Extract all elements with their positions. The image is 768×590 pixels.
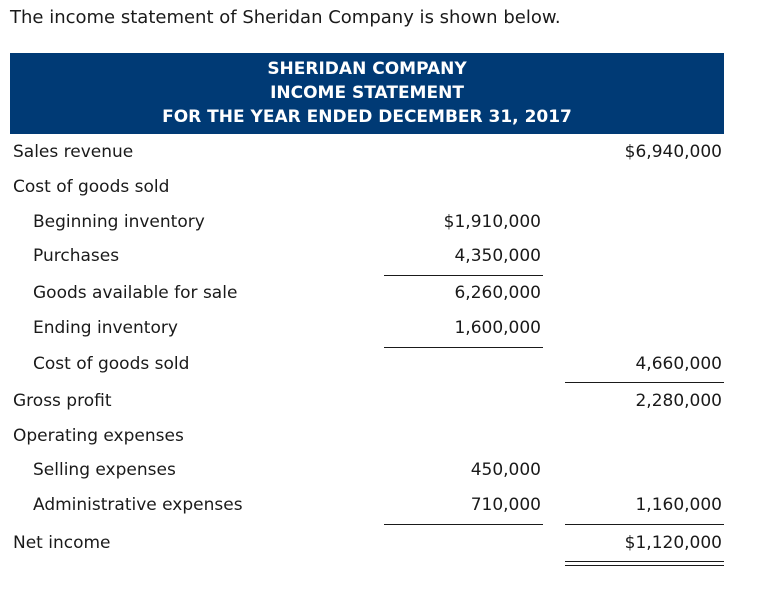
row-gross-profit bbox=[0, 389, 768, 413]
total-value: $6,940,000 bbox=[624, 142, 722, 162]
row-purchases bbox=[0, 244, 768, 268]
statement-header bbox=[10, 53, 724, 134]
company-name: SHERIDAN COMPANY bbox=[267, 59, 467, 79]
row-cogs-total bbox=[0, 352, 768, 376]
amount-value: $1,910,000 bbox=[443, 212, 541, 232]
amount-value: 710,000 bbox=[470, 495, 541, 515]
total-value: 4,660,000 bbox=[635, 354, 722, 374]
row-label: Sales revenue bbox=[13, 142, 134, 162]
row-opex-heading bbox=[0, 424, 768, 448]
subtotal-rule bbox=[384, 347, 543, 348]
double-rule-top bbox=[565, 561, 724, 562]
statement-period: FOR THE YEAR ENDED DECEMBER 31, 2017 bbox=[162, 107, 572, 127]
amount-value: 6,260,000 bbox=[454, 283, 541, 303]
row-cogs-heading bbox=[0, 175, 768, 199]
amount-value: 4,350,000 bbox=[454, 246, 541, 266]
row-goods-available bbox=[0, 281, 768, 305]
row-label: Ending inventory bbox=[33, 318, 178, 338]
row-label: Purchases bbox=[33, 246, 120, 266]
row-label: Administrative expenses bbox=[33, 495, 243, 515]
row-sales-revenue bbox=[0, 140, 768, 164]
row-label: Goods available for sale bbox=[33, 283, 238, 303]
total-value: 2,280,000 bbox=[635, 391, 722, 411]
subtotal-rule bbox=[565, 382, 724, 383]
subtotal-rule bbox=[384, 275, 543, 276]
row-ending-inventory bbox=[0, 316, 768, 340]
subtotal-rule bbox=[384, 524, 543, 525]
row-label: Gross profit bbox=[13, 391, 112, 411]
total-value: 1,160,000 bbox=[635, 495, 722, 515]
intro-text: The income statement of Sheridan Company is shown below. bbox=[10, 7, 561, 28]
double-rule-bottom bbox=[565, 565, 724, 566]
amount-value: 450,000 bbox=[470, 460, 541, 480]
row-label: Cost of goods sold bbox=[33, 354, 190, 374]
row-label: Operating expenses bbox=[13, 426, 184, 446]
row-beginning-inventory bbox=[0, 210, 768, 234]
statement-title: INCOME STATEMENT bbox=[270, 83, 464, 103]
row-admin-expenses bbox=[0, 493, 768, 517]
row-label: Net income bbox=[13, 533, 111, 553]
row-label: Beginning inventory bbox=[33, 212, 205, 232]
subtotal-rule bbox=[565, 524, 724, 525]
row-label: Cost of goods sold bbox=[13, 177, 170, 197]
row-label: Selling expenses bbox=[33, 460, 176, 480]
total-value: $1,120,000 bbox=[624, 533, 722, 553]
row-net-income bbox=[0, 531, 768, 555]
amount-value: 1,600,000 bbox=[454, 318, 541, 338]
row-selling-expenses bbox=[0, 458, 768, 482]
